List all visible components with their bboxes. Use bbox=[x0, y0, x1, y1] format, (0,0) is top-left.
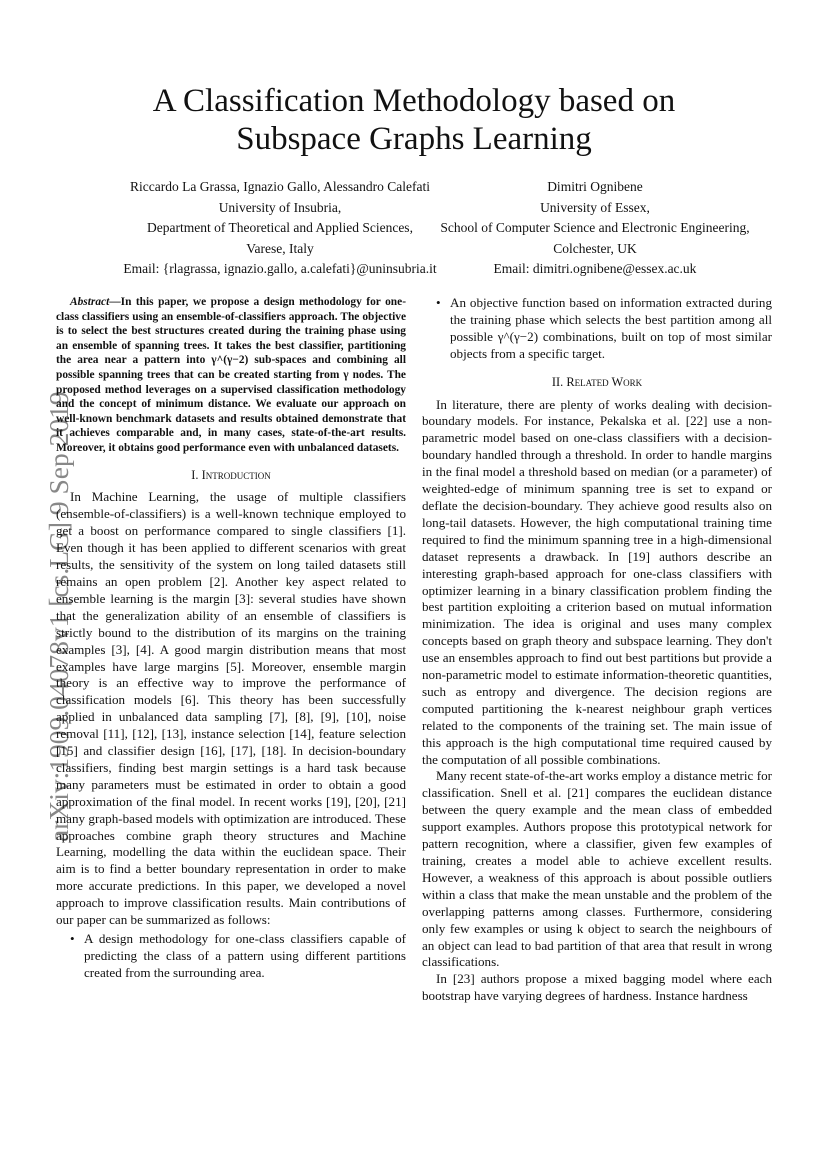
author-email: Email: dimitri.ognibene@essex.ac.uk bbox=[493, 261, 697, 277]
abstract-label: Abstract bbox=[70, 296, 110, 308]
abstract bbox=[56, 295, 406, 456]
section-heading-related-work bbox=[422, 374, 772, 391]
contribution-list bbox=[56, 931, 406, 982]
arxiv-stamp: arXiv:1909.04078v1 [cs.LG] 9 Sep 2019 bbox=[43, 391, 74, 842]
list-item bbox=[70, 931, 406, 982]
section-title: Introduction bbox=[201, 467, 271, 482]
contribution-list-continued bbox=[422, 295, 772, 363]
left-column bbox=[56, 295, 406, 982]
author-affiliation: University of Insubria, bbox=[218, 199, 342, 215]
bullet-text: An objective function based on information extracted during the training phase which selects the best partition among all possible γ^(γ−2) combinations, built on top of most similar objects from a specific target. bbox=[450, 295, 772, 361]
author-affiliation: University of Essex, bbox=[540, 199, 650, 215]
author-block-right bbox=[420, 177, 770, 280]
author-affiliation: Varese, Italy bbox=[246, 240, 314, 256]
section-number: II. bbox=[551, 374, 567, 389]
related-paragraph-3: In [23] authors propose a mixed bagging model where each bootstrap have varying degrees of hardness. Instance hardness bbox=[422, 971, 772, 1004]
bullet-text: A design methodology for one-class classifiers capable of predicting the class of a pattern using different partitions created from the surrounding area. bbox=[84, 931, 406, 980]
bullet-icon: • bbox=[436, 295, 441, 310]
author-affiliation: Colchester, UK bbox=[553, 240, 637, 256]
author-affiliation: School of Computer Science and Electronic Engineering, bbox=[440, 220, 750, 236]
author-names: Dimitri Ognibene bbox=[547, 179, 643, 194]
author-email: Email: {rlagrassa, ignazio.gallo, a.calefati}@uninsubria.it bbox=[123, 261, 437, 277]
section-number: I. bbox=[191, 467, 202, 482]
title-line-1: A Classification Methodology based on bbox=[152, 83, 676, 119]
related-paragraph-2: Many recent state-of-the-art works employ a distance metric for classification. Snell et al. [21] compares the euclidean distance between the query example and the mean class of embedded support examples. Authors propose this prototypical network for pattern recognition, where a classifier, given few examples of training, creates a model able to achieve excellent results. However, a weakness of this approach is about possible outliers within a class that make the mean unstable and the problem of the overlapping patterns among classes. Furthermore, considering only few examples or using k object to search the neighbours of an object can lead to bad partition of that area that result in wrong classifications. bbox=[422, 768, 772, 970]
section-title: Related Work bbox=[566, 374, 643, 389]
author-names: Riccardo La Grassa, Ignazio Gallo, Alessandro Calefati bbox=[130, 179, 430, 194]
related-paragraph-1: In literature, there are plenty of works dealing with decision-boundary models. For instance, Pekalska et al. [22] use a non-parametric model based on one-class classifiers with a decision-boundary handled through a threshold. In order to handle margins in the final model a threshold based on median (or a parameter) of weighted-edge of minimum spanning tree is set to expand or deflate the decision-boundary. They achieve good results also on long-tail datasets. However, the high computational training time required to find the minimum spanning tree in a high-dimensional dataset represents a drawback. In [19] authors describe an interesting graph-based approach for one-class classifiers with optimizer learning in a binary classification problem finding the best partition exploiting a criterion based on mutual information minimization. The idea is original and uses many complex concepts based on graph theory and subspace learning. They don't use an ensembles approach to find out best partitions but provide a non-parametric model to estimate information-theoretic quantities, such as entropy and divergence. The decision regions are computed partitioning the k-nearest neighbour graph vertices related to the components of the training set. The main issue of this approach is the high computational time required caused by the computation of all possible combinations. bbox=[422, 396, 772, 767]
section-heading-introduction bbox=[56, 467, 406, 484]
author-affiliation: Department of Theoretical and Applied Sciences, bbox=[147, 220, 413, 236]
title-line-2: Subspace Graphs Learning bbox=[236, 121, 592, 157]
right-column bbox=[422, 295, 772, 1005]
bullet-icon: • bbox=[70, 931, 75, 946]
abstract-text: —In this paper, we propose a design methodology for one-class classifiers using an ensemble-of-classifiers approach. The objective is to select the best structures created during the training phase using an ensemble of spanning trees. It takes the best classifier, partitioning the area near a pattern into γ^(γ−2) sub-spaces and combining all possible spanning trees that can be created starting from γ nodes. The proposed method leverages on a supervised classification methodology and the concept of minimum distance. We evaluate our approach on well-known benchmark datasets and results obtained demonstrate that it achieves comparable and, in many cases, state-of-the-art results. Moreover, it obtains good performance even with unbalanced datasets. bbox=[56, 296, 406, 454]
list-item bbox=[436, 295, 772, 363]
intro-paragraph: In Machine Learning, the usage of multiple classifiers (ensemble-of-classifiers) is a well-known technique employed to get a boost on performance compared to single classifiers [1]. Even though it has been applied to different scenarios with great results, the sensitivity of the system on long tailed datasets still remains an open problem [2]. Another key aspect related to ensemble learning is the margin [3]: several studies have shown that the generalization ability of an ensemble of classifiers is strictly bound to the distribution of its margins on the training examples [3], [4]. A good margin distribution means that most examples have large margins [5]. Moreover, ensemble margin theory is an effective way to improve the performance of classification models [6]. This theory has been successfully applied in unbalanced data sampling [7], [8], [9], [10], noise removal [11], [12], [13], instance selection [14], feature selection [15] and classifier design [16], [17], [18]. In decision-boundary classifiers, finding best margin settings is a hard task because many parameters must be estimated in order to obtain a good approximation of the final model. In recent works [19], [20], [21] many graph-based models with optimization are introduced. These approaches combine graph theory structures and Machine Learning, modelling the data within the euclidean space. Their aim is to find a better boundary representation in order to make more accurate predictions. In this paper, we developed a novel approach to improve classification results. Main contributions of our paper can be summarized as follows: bbox=[56, 489, 406, 928]
paper-title bbox=[0, 82, 828, 158]
